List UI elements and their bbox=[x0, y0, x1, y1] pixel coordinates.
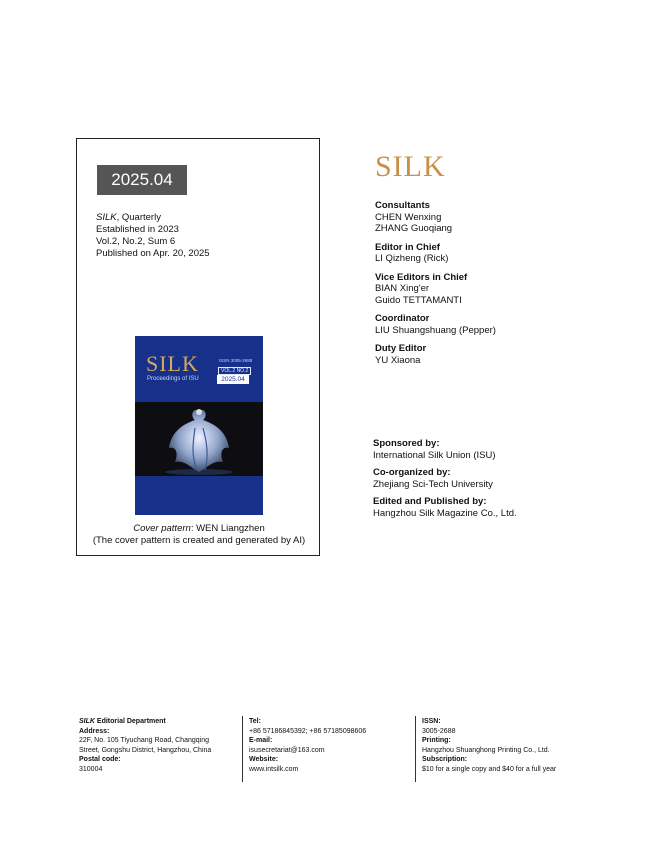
staff-name: Guido TETTAMANTI bbox=[375, 294, 462, 306]
email-label: E-mail: bbox=[249, 737, 273, 744]
silk-gown-figure-icon bbox=[135, 402, 263, 476]
issue-date-badge: 2025.04 bbox=[97, 165, 187, 195]
subscription-label: Subscription: bbox=[422, 756, 468, 763]
staff-name: LIU Shuangshuang (Pepper) bbox=[375, 324, 496, 336]
journal-name: SILK bbox=[96, 212, 117, 223]
printing-label: Printing: bbox=[422, 737, 451, 744]
website-label: Website: bbox=[249, 756, 279, 763]
subscription-value: $10 for a single copy and $40 for a full year bbox=[422, 765, 557, 773]
postal-label: Postal code: bbox=[79, 756, 121, 763]
footer-divider bbox=[242, 716, 243, 782]
issue-info-box bbox=[76, 138, 320, 556]
staff-role: Duty Editor bbox=[375, 343, 427, 354]
cover-title: SILK bbox=[146, 351, 199, 376]
address-label: Address: bbox=[79, 727, 110, 735]
website-value[interactable]: www.intsilk.com bbox=[249, 765, 299, 773]
sponsor-name: International Silk Union (ISU) bbox=[373, 449, 496, 461]
footer-dept-italic: SILK bbox=[79, 718, 95, 725]
published-line: Published on Apr. 20, 2025 bbox=[96, 248, 210, 259]
sponsor-role: Sponsored by: bbox=[373, 438, 440, 449]
footer-contact-tel bbox=[249, 717, 366, 774]
sponsor-name: Hangzhou Silk Magazine Co., Ltd. bbox=[373, 507, 517, 519]
cover-issn: ISSN 3005-2688 bbox=[219, 358, 253, 363]
cover-credit-label: Cover pattern bbox=[133, 523, 191, 534]
cover-volume: VOL.2 NO.2 bbox=[218, 367, 251, 375]
staff-name: CHEN Wenxing bbox=[375, 211, 442, 223]
tel-label: Tel: bbox=[249, 718, 261, 725]
masthead-title: SILK bbox=[375, 150, 446, 183]
editorial-staff bbox=[375, 200, 496, 366]
footer-publication bbox=[422, 717, 556, 774]
sponsors-block bbox=[373, 438, 517, 519]
address-line: Street, Gongshu District, Hangzhou, China bbox=[79, 746, 212, 754]
cover-credit-note: (The cover pattern is created and generated by AI) bbox=[92, 535, 306, 546]
staff-role: Consultants bbox=[375, 200, 430, 211]
volume-line: Vol.2, No.2, Sum 6 bbox=[96, 236, 176, 247]
cover-credit-name: : WEN Liangzhen bbox=[190, 523, 265, 534]
email-value[interactable]: isusecretariat@163.com bbox=[249, 746, 325, 754]
cover-photo-band bbox=[135, 402, 263, 476]
cover-subtitle: Proceedings of ISU bbox=[147, 376, 199, 382]
staff-name: YU Xiaona bbox=[375, 354, 421, 366]
issn-label: ISSN: bbox=[422, 718, 441, 725]
sponsor-role: Co-organized by: bbox=[373, 467, 451, 478]
address-line: 22F, No. 105 Tiyuchang Road, Changqing bbox=[79, 737, 209, 744]
footer-dept bbox=[79, 717, 211, 727]
footer-contact-address bbox=[79, 717, 211, 774]
staff-name: ZHANG Guoqiang bbox=[375, 223, 453, 234]
journal-frequency-text: , Quarterly bbox=[116, 212, 161, 223]
sponsor-role: Edited and Published by: bbox=[373, 496, 487, 507]
cover-image bbox=[135, 336, 263, 515]
sponsor-name: Zhejiang Sci-Tech University bbox=[373, 478, 493, 490]
footer-dept-rest: Editorial Department bbox=[94, 718, 166, 725]
staff-role: Vice Editors in Chief bbox=[375, 271, 468, 283]
staff-name: BIAN Xing'er bbox=[375, 283, 430, 294]
tel-value: +86 57186845392; +86 57185098606 bbox=[249, 727, 367, 735]
issue-details bbox=[96, 212, 210, 260]
footer-divider bbox=[415, 716, 416, 782]
staff-role: Coordinator bbox=[375, 313, 430, 324]
journal-frequency bbox=[96, 212, 210, 224]
cover-date: 2025.04 bbox=[217, 375, 249, 384]
staff-role: Editor in Chief bbox=[375, 241, 440, 253]
staff-name: LI Qizheng (Rick) bbox=[375, 253, 449, 264]
cover-credit bbox=[77, 523, 321, 535]
established-line: Established in 2023 bbox=[96, 224, 179, 235]
postal-value: 310004 bbox=[79, 765, 103, 773]
issn-value: 3005-2688 bbox=[422, 727, 456, 735]
printing-value: Hangzhou Shuanghong Printing Co., Ltd. bbox=[422, 746, 550, 754]
